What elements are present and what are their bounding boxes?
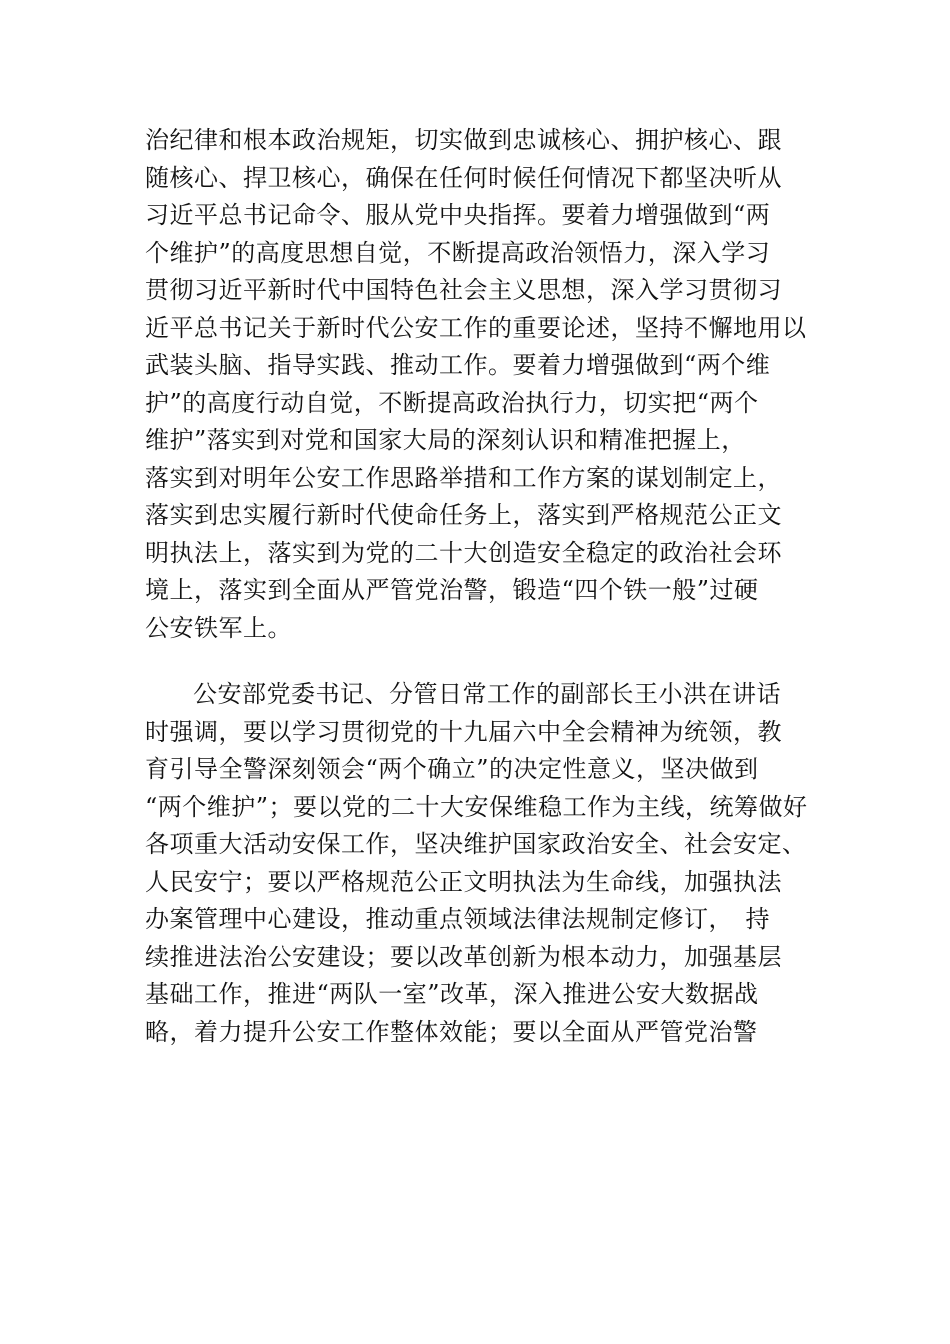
text-line: 各项重大活动安保工作，坚决维护国家政治安全、社会安定、 [145, 830, 807, 858]
text-line: 基础工作，推进“两队一室”改革，深入推进公安大数据战 [145, 980, 759, 1008]
text-line: 办案管理中心建设，推动重点领域法律法规制定修订， 持 [145, 905, 770, 933]
paragraph-2 [145, 676, 825, 1051]
text-line-first: 公安部党委书记、分管日常工作的副部长王小洪在讲话 [193, 680, 781, 708]
text-line: 护”的高度行动自觉，不断提高政治执行力，切实把“两个 [145, 388, 759, 417]
text-line: 治纪律和根本政治规矩，切实做到忠诚核心、拥护核心、跟 [145, 126, 782, 154]
text-line: 续推进法治公安建设；要以改革创新为根本动力，加强基层 [145, 942, 782, 971]
text-line: 时强调，要以学习贯彻党的十九届六中全会精神为统领，教 [145, 717, 782, 746]
text-line: 略，着力提升公安工作整体效能；要以全面从严管党治警 [145, 1017, 758, 1046]
text-line: 近平总书记关于新时代公安工作的重要论述，坚持不懈地用以 [145, 313, 807, 342]
text-line: 育引导全警深刻领会“两个确立”的决定性意义，坚决做到 [145, 755, 759, 783]
text-line: 贯彻习近平新时代中国特色社会主义思想，深入学习贯彻习 [145, 276, 782, 304]
text-line: 人民安宁；要以严格规范公正文明执法为生命线，加强执法 [145, 867, 782, 896]
text-line: 落实到对明年公安工作思路举措和工作方案的谋划制定上， [145, 463, 782, 492]
text-line: 落实到忠实履行新时代使命任务上，落实到严格规范公正文 [145, 501, 782, 529]
text-line: 个维护”的高度思想自觉，不断提高政治领悟力，深入学习 [145, 238, 771, 267]
text-line: 武装头脑、指导实践、推动工作。要着力增强做到“两个维 [145, 351, 771, 379]
text-line: 境上，落实到全面从严管党治警，锻造“四个铁一般”过硬 [145, 576, 759, 604]
text-line: 随核心、捍卫核心，确保在任何时候任何情况下都坚决听从 [145, 163, 782, 192]
text-line: “两个维护”；要以党的二十大安保维稳工作为主线，统筹做好 [145, 792, 808, 821]
paragraph-1 [145, 122, 825, 647]
text-line: 维护”落实到对党和国家大局的深刻认识和精准把握上， [145, 426, 746, 454]
text-line: 明执法上，落实到为党的二十大创造安全稳定的政治社会环 [145, 538, 782, 567]
text-line: 习近平总书记命令、服从党中央指挥。要着力增强做到“两 [145, 201, 771, 229]
text-line: 公安铁军上。 [145, 613, 292, 642]
